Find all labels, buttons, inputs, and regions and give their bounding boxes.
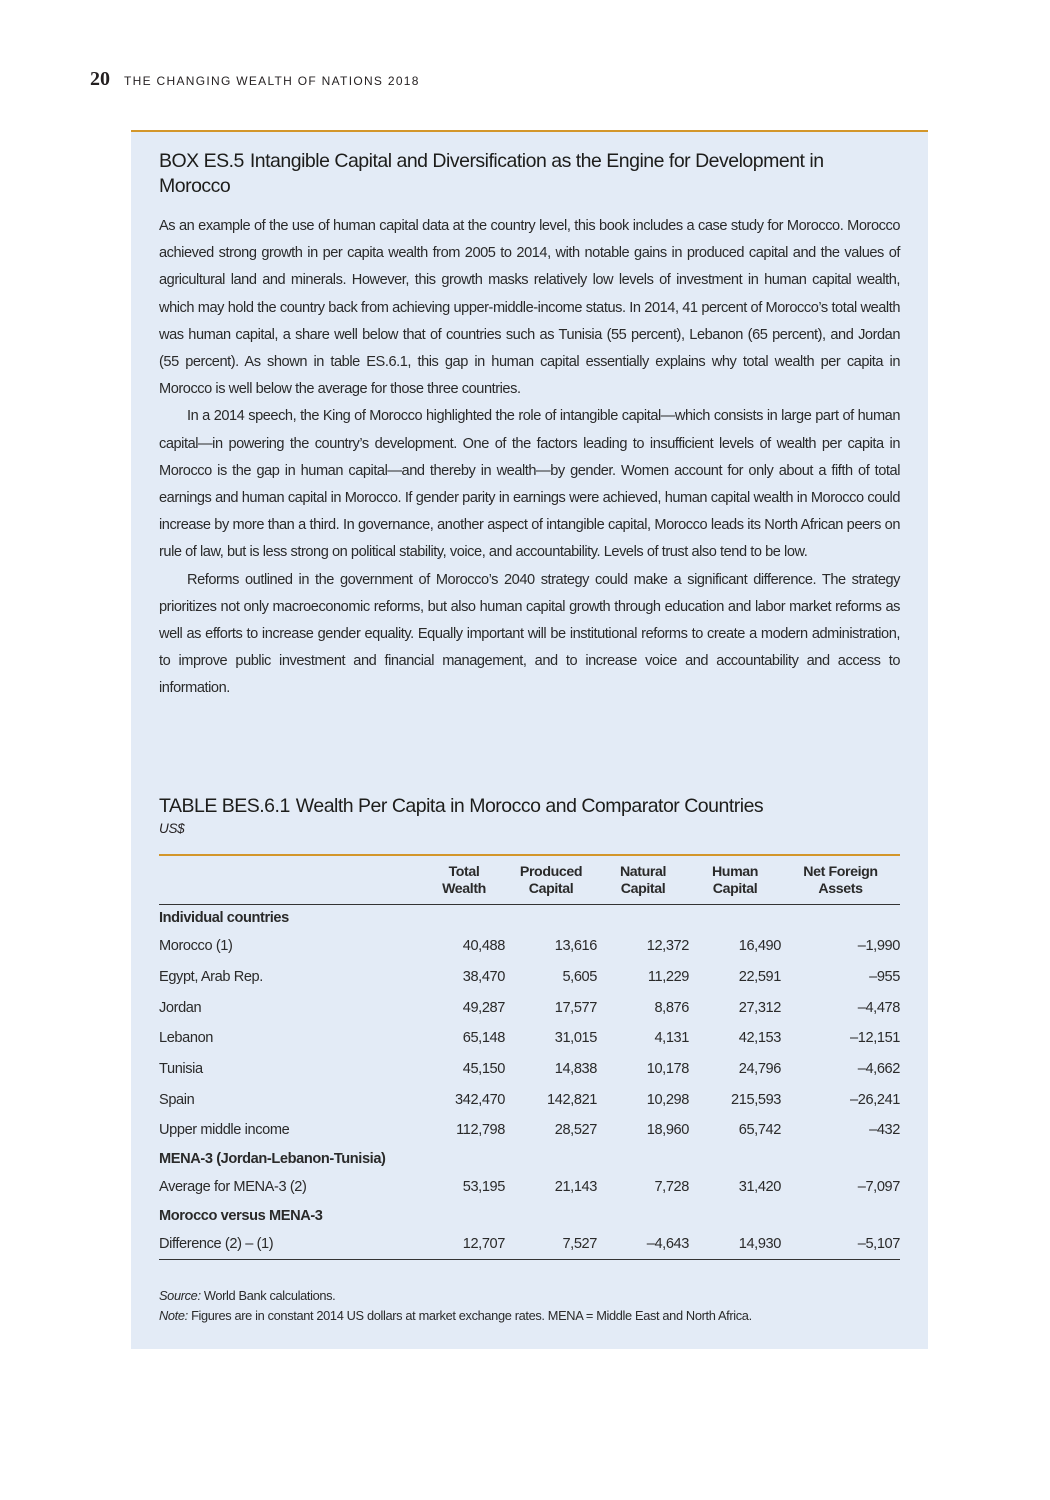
- table-top-rule: [159, 854, 900, 856]
- cell-human-capital: 24,796: [738, 1061, 781, 1078]
- cell-produced-capital: 14,838: [554, 1061, 597, 1078]
- source-label: Source:: [159, 1288, 201, 1303]
- box-paragraph-1: As an example of the use of human capital data at the country level, this book includes a case study for Morocco. Morocco achieved strong growth in per capita wealth from 2005 to 2014, with notable gains in produced capital and the values of agricultural land and minerals. However, this growth masks relatively low levels of investment in human capital wealth, which may hold the country back from achieving upper-middle-income status. In 2014, 41 percent of Morocco’s total wealth was human capital, a share well below that of countries such as Tunisia (55 percent), Lebanon (65 percent), and Jordan (55 percent). As shown in table ES.6.1, this gap in human capital essentially explains why total wealth per capita in Morocco is well below the average for those three countries.: [159, 218, 900, 398]
- cell-natural-capital: 11,229: [647, 969, 689, 986]
- page-number: 20: [90, 68, 110, 90]
- table-title: [159, 793, 900, 819]
- table-row: [159, 931, 900, 962]
- table-units: US$: [159, 821, 185, 836]
- row-label: Difference (2) – (1): [159, 1229, 423, 1260]
- header-net-foreign-assets: Net Foreign Assets: [781, 864, 900, 905]
- cell-produced-capital: 21,143: [554, 1179, 597, 1196]
- note-label: Note:: [159, 1308, 188, 1323]
- section-row-versus: [159, 1203, 900, 1229]
- running-head: [90, 68, 420, 92]
- table-notes: [159, 1286, 900, 1326]
- cell-natural-capital: 18,960: [646, 1122, 689, 1139]
- box-label: BOX ES.5: [159, 150, 244, 172]
- cell-net-foreign-assets: –4,662: [857, 1061, 900, 1078]
- header-total-wealth: Total Wealth: [423, 864, 505, 905]
- cell-net-foreign-assets: –955: [869, 969, 900, 986]
- table-label: TABLE BES.6.1: [159, 795, 290, 817]
- cell-produced-capital: 142,821: [547, 1091, 597, 1108]
- row-label: Average for MENA-3 (2): [159, 1179, 307, 1196]
- section-row-mena3: [159, 1146, 900, 1172]
- source-text: World Bank calculations.: [203, 1288, 336, 1303]
- cell-net-foreign-assets: –7,097: [857, 1179, 900, 1196]
- cell-natural-capital: 4,131: [654, 1030, 689, 1047]
- header-human-capital: Human Capital: [689, 864, 781, 905]
- table-row: [159, 962, 900, 993]
- row-label: Egypt, Arab Rep.: [159, 969, 263, 986]
- cell-produced-capital: 5,605: [562, 969, 597, 986]
- cell-total-wealth: 342,470: [455, 1091, 505, 1108]
- cell-total-wealth: 38,470: [462, 969, 505, 986]
- cell-net-foreign-assets: –26,241: [850, 1091, 900, 1108]
- cell-natural-capital: 8,876: [654, 999, 689, 1016]
- note: [159, 1306, 900, 1326]
- table-row: [159, 1115, 900, 1146]
- header-produced-capital: Produced Capital: [505, 864, 597, 905]
- cell-net-foreign-assets: –1,990: [857, 938, 900, 955]
- table-row: [159, 1172, 900, 1203]
- table-row: [159, 1084, 900, 1115]
- note-text: Figures are in constant 2014 US dollars at market exchange rates. MENA = Middle East and North Africa.: [191, 1308, 752, 1323]
- cell-produced-capital: 28,527: [554, 1122, 597, 1139]
- cell-total-wealth: 49,287: [462, 999, 505, 1016]
- cell-produced-capital: 7,527: [505, 1229, 597, 1260]
- cell-net-foreign-assets: –5,107: [781, 1229, 900, 1260]
- header-blank: [159, 864, 423, 905]
- table-row: [159, 1023, 900, 1054]
- cell-natural-capital: –4,643: [597, 1229, 689, 1260]
- box-es5: [131, 130, 928, 1349]
- row-label: Upper middle income: [159, 1122, 290, 1139]
- cell-natural-capital: 12,372: [646, 938, 689, 955]
- table-header-row: [159, 864, 900, 905]
- cell-natural-capital: 7,728: [654, 1179, 689, 1196]
- cell-net-foreign-assets: –432: [869, 1122, 900, 1139]
- cell-total-wealth: 53,195: [462, 1179, 505, 1196]
- wealth-table: [159, 864, 900, 1260]
- row-label: Jordan: [159, 999, 202, 1016]
- box-title-text: Intangible Capital and Diversification as the Engine for Development in Morocco: [159, 150, 824, 197]
- cell-human-capital: 42,153: [738, 1030, 781, 1047]
- cell-produced-capital: 13,616: [554, 938, 597, 955]
- cell-total-wealth: 45,150: [462, 1061, 505, 1078]
- cell-total-wealth: 12,707: [423, 1229, 505, 1260]
- cell-natural-capital: 10,298: [646, 1091, 689, 1108]
- box-paragraph-2: In a 2014 speech, the King of Morocco highlighted the role of intangible capital—which consists in large part of human capital—in powering the country’s development. One of the factors leading to insufficient levels of wealth per capita in Morocco is the gap in human capital—and thereby in wealth—by gender. Women account for only about a fifth of total earnings and human capital in Morocco. If gender parity in earnings were achieved, human capital wealth in Morocco could increase by more than a third. In governance, another aspect of intangible capital, Morocco leads its North African peers on rule of law, but is less strong on political stability, voice, and accountability. Levels of trust also tend to be low.: [159, 408, 900, 561]
- cell-natural-capital: 10,178: [646, 1061, 689, 1078]
- box-title: [159, 149, 879, 199]
- table-row: [159, 1229, 900, 1260]
- book-title: THE CHANGING WEALTH OF NATIONS 2018: [124, 74, 420, 88]
- section-row-individual: [159, 905, 900, 932]
- cell-human-capital: 27,312: [738, 999, 781, 1016]
- section-label: Morocco versus MENA-3: [159, 1207, 323, 1224]
- box-body: [159, 213, 900, 703]
- row-label: Tunisia: [159, 1061, 203, 1078]
- table-row: [159, 992, 900, 1023]
- cell-total-wealth: 65,148: [462, 1030, 505, 1047]
- cell-human-capital: 31,420: [738, 1179, 781, 1196]
- cell-net-foreign-assets: –12,151: [850, 1030, 900, 1047]
- table-title-text: Wealth Per Capita in Morocco and Comparator Countries: [295, 795, 764, 817]
- cell-human-capital: 215,593: [731, 1091, 781, 1108]
- cell-human-capital: 16,490: [738, 938, 781, 955]
- cell-human-capital: 65,742: [738, 1122, 781, 1139]
- cell-net-foreign-assets: –4,478: [857, 999, 900, 1016]
- cell-produced-capital: 17,577: [554, 999, 597, 1016]
- cell-total-wealth: 40,488: [462, 938, 505, 955]
- cell-human-capital: 14,930: [689, 1229, 781, 1260]
- box-paragraph-3: Reforms outlined in the government of Morocco’s 2040 strategy could make a significant difference. The strategy prioritizes not only macroeconomic reforms, but also human capital growth through education and labor market reforms as well as efforts to increase gender equality. Equally important will be institutional reforms to create a modern administration, to improve public investment and financial management, and to increase voice and accountability and access to information.: [159, 571, 900, 697]
- cell-human-capital: 22,591: [738, 969, 781, 986]
- section-label: Individual countries: [159, 910, 289, 926]
- row-label: Spain: [159, 1091, 195, 1108]
- cell-produced-capital: 31,015: [554, 1030, 597, 1047]
- cell-total-wealth: 112,798: [456, 1122, 505, 1139]
- row-label: Lebanon: [159, 1030, 214, 1047]
- row-label: Morocco (1): [159, 938, 233, 955]
- section-label: MENA-3 (Jordan-Lebanon-Tunisia): [159, 1150, 386, 1167]
- source-note: [159, 1286, 900, 1306]
- header-natural-capital: Natural Capital: [597, 864, 689, 905]
- table-row: [159, 1054, 900, 1085]
